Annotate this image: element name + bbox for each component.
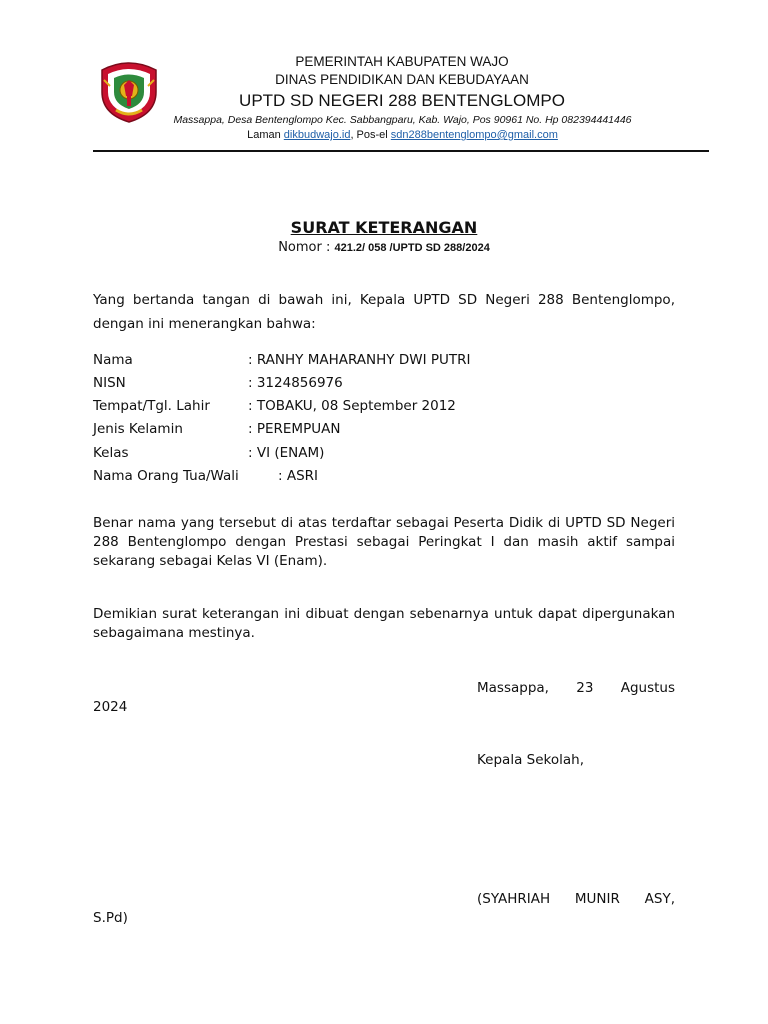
- statement-paragraph: Benar nama yang tersebut di atas terdaftar sebagai Peserta Didik di UPTD SD Negeri 288 Bentenglompo dengan Prestasi sebagai Peringkat I dan masih aktif sampai sekarang sebagai Kelas VI (Enam).: [93, 515, 675, 569]
- field-row-birth: [93, 398, 675, 418]
- field-value: : RANHY MAHARANHY DWI PUTRI: [248, 352, 471, 368]
- website-link[interactable]: dikbudwajo.id: [283, 129, 351, 141]
- field-label: Nama: [93, 352, 133, 368]
- field-label: Nama Orang Tua/Wali: [93, 468, 239, 484]
- field-row-class: [93, 445, 675, 465]
- field-row-gender: [93, 421, 675, 441]
- field-value: : 3124856976: [248, 375, 343, 391]
- signer-word: ASY,: [644, 891, 675, 907]
- field-row-nisn: [93, 375, 675, 395]
- field-value: : PEREMPUAN: [248, 421, 341, 437]
- document-title: SURAT KETERANGAN: [290, 218, 478, 237]
- intro-paragraph: Yang bertanda tangan di bawah ini, Kepala UPTD SD Negeri 288 Bentenglompo, dengan ini menerangkan bahwa:: [93, 292, 675, 332]
- signer-position: Kepala Sekolah,: [477, 752, 584, 768]
- field-value: : VI (ENAM): [248, 445, 325, 461]
- year-text: 2024: [93, 699, 128, 715]
- number-label: Nomor :: [278, 240, 335, 255]
- field-label: Kelas: [93, 445, 129, 461]
- signer-word: (SYAHRIAH: [477, 891, 551, 907]
- signer-word: MUNIR: [574, 891, 620, 907]
- signer-title: S.Pd): [93, 910, 128, 926]
- closing-paragraph: Demikian surat keterangan ini dibuat dengan sebenarnya untuk dapat dipergunakan sebagaimana mestinya.: [93, 606, 675, 641]
- field-label: Tempat/Tgl. Lahir: [93, 398, 210, 414]
- field-row-name: [93, 352, 675, 372]
- field-row-guardian: [93, 468, 675, 488]
- letterhead-contact: [180, 129, 625, 141]
- field-value: : ASRI: [278, 468, 319, 484]
- number-value: 421.2/ 058 /UPTD SD 288/2024: [334, 242, 490, 254]
- letterhead-government: PEMERINTAH KABUPATEN WAJO: [295, 54, 509, 69]
- day-text: 23: [576, 680, 594, 696]
- letterhead-divider: [93, 150, 709, 152]
- field-value: : TOBAKU, 08 September 2012: [248, 398, 456, 414]
- web-label: Laman: [247, 129, 284, 141]
- field-label: Jenis Kelamin: [93, 421, 183, 437]
- email-label: , Pos-el: [350, 129, 391, 141]
- place-text: Massappa,: [477, 680, 549, 696]
- letterhead-department: DINAS PENDIDIKAN DAN KEBUDAYAAN: [275, 72, 529, 87]
- month-text: Agustus: [620, 680, 675, 696]
- email-link[interactable]: sdn288bentenglompo@gmail.com: [390, 129, 558, 141]
- letterhead-address: Massappa, Desa Bentenglompo Kec. Sabbangparu, Kab. Wajo, Pos 90961 No. Hp 082394441446: [173, 114, 632, 126]
- document-number: [93, 240, 675, 255]
- field-label: NISN: [93, 375, 126, 391]
- letterhead-school-name: UPTD SD NEGERI 288 BENTENGLOMPO: [239, 91, 565, 110]
